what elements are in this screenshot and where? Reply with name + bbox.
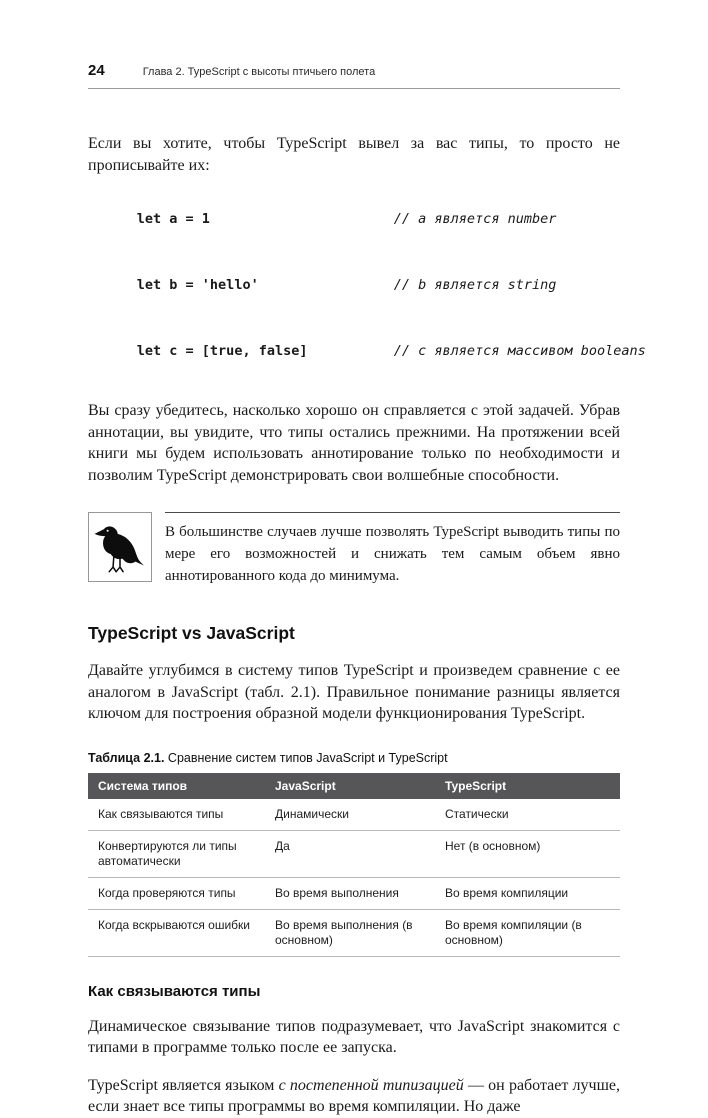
crow-icon	[88, 512, 152, 582]
note-callout	[88, 512, 620, 587]
paragraph-body: Вы сразу убедитесь, насколько хорошо он справляется с этой задачей. Убрав аннотации, вы увидите, что типы остались прежними. На протяжении всей книги мы будем использовать аннотирование только по необходимости и позволим TypeScript демонстрировать свои волшебные способности.	[88, 402, 620, 484]
code-line	[88, 186, 620, 252]
table-cell: Во время компиляции (в основном)	[435, 909, 620, 956]
table-cell: Конвертируются ли типы автоматически	[88, 830, 265, 877]
paragraph-section: Давайте углубимся в систему типов TypeScript и произведем сравнение с ее аналогом в JavaScript (табл. 2.1). Правильное понимание разницы является ключом для построения образной модели функционирования TypeScript.	[88, 662, 620, 722]
table-row	[88, 909, 620, 956]
table-caption-label: Таблица 2.1.	[88, 750, 165, 765]
table-cell: Когда вскрываются ошибки	[88, 909, 265, 956]
table-row	[88, 830, 620, 877]
table-header-cell: TypeScript	[435, 773, 620, 799]
text-run: — он работает лучше, если знает все типы программы во время компиляции. Но даже	[88, 1076, 621, 1115]
paragraph-intro: Если вы хотите, чтобы TypeScript вывел за вас типы, то просто не прописывайте их:	[88, 135, 620, 174]
table-cell: Статически	[435, 799, 620, 831]
table-header-row	[88, 773, 620, 799]
code-line	[88, 252, 620, 318]
table-row	[88, 877, 620, 909]
code-comment: // a является number	[393, 211, 557, 227]
paragraph-subsection: Динамическое связывание типов подразумевает, что JavaScript знакомится с типами в программе только после ее запуска.	[88, 1017, 620, 1056]
table-caption-text: Сравнение систем типов JavaScript и TypeScript	[164, 750, 448, 765]
code-comment: // c является массивом booleans	[393, 343, 646, 359]
chapter-title: Глава 2. TypeScript с высоты птичьего полета	[142, 66, 376, 78]
table-cell: Во время компиляции	[435, 877, 620, 909]
section-heading: TypeScript vs JavaScript	[88, 623, 295, 643]
table-cell: Когда проверяются типы	[88, 877, 265, 909]
code-comment: // b является string	[393, 277, 557, 293]
running-head	[88, 0, 620, 89]
code-statement: let b = 'hello'	[136, 277, 259, 293]
table-row	[88, 799, 620, 831]
table-cell: Нет (в основном)	[435, 830, 620, 877]
text-run: TypeScript является языком	[88, 1076, 279, 1094]
subsection-heading: Как связываются типы	[88, 982, 261, 1000]
table-caption	[88, 751, 620, 765]
page-number: 24	[88, 62, 105, 79]
table-header-cell: Система типов	[88, 773, 265, 799]
table-cell: Во время выполнения	[265, 877, 435, 909]
table-cell: Динамически	[265, 799, 435, 831]
page-content	[88, 0, 646, 1118]
note-text: В большинстве случаев лучше позволять TypeScript выводить типы по мере его возможностей и снижать тем самым объем явно аннотированного кода до минимума.	[165, 512, 620, 587]
text-run-italic: с постепенной типизацией	[278, 1076, 464, 1094]
table-cell: Да	[265, 830, 435, 877]
code-statement: let a = 1	[136, 211, 210, 227]
code-statement: let c = [true, false]	[136, 343, 308, 359]
code-block	[88, 186, 646, 384]
type-systems-comparison-table	[88, 773, 620, 957]
table-cell: Во время выполнения (в основном)	[265, 909, 435, 956]
table-cell: Как связываются типы	[88, 799, 265, 831]
paragraph-subsection	[88, 1075, 620, 1118]
table-header-cell: JavaScript	[265, 773, 435, 799]
code-line	[88, 318, 646, 384]
